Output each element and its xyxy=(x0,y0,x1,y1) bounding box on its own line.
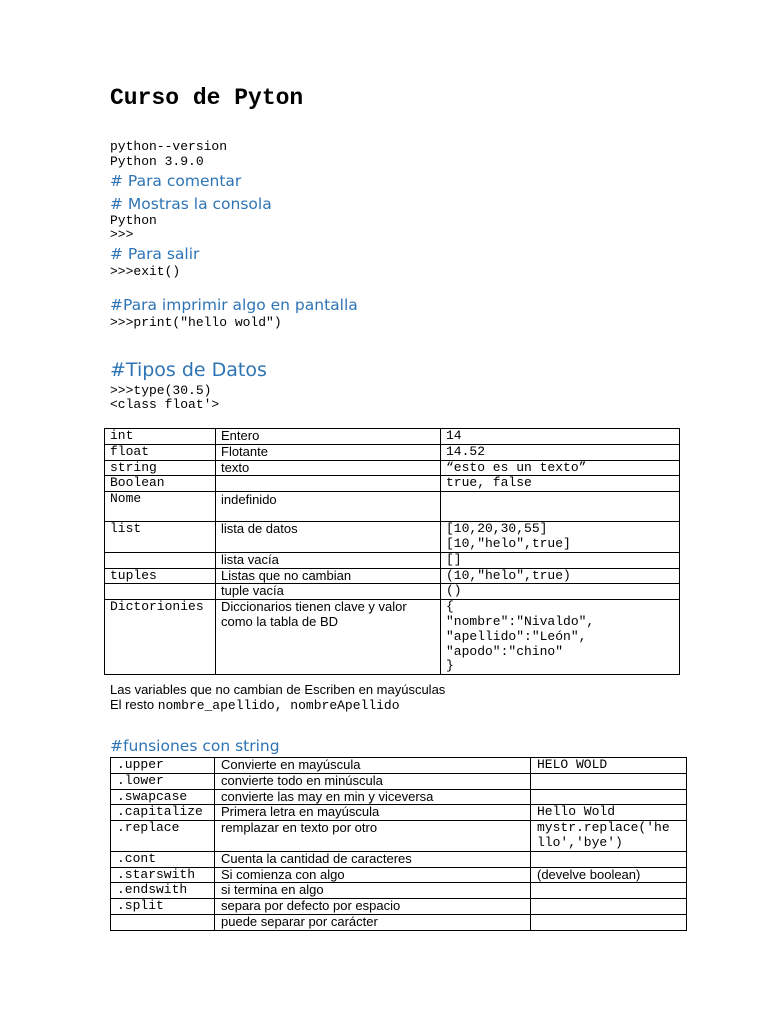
function-cell: .lower xyxy=(111,773,215,789)
description-cell: texto xyxy=(216,460,441,476)
example-cell: mystr.replace('he llo','bye') xyxy=(531,821,687,852)
example-cell: 14 xyxy=(441,429,680,445)
function-cell: .capitalize xyxy=(111,805,215,821)
description-cell: Si comienza con algo xyxy=(215,867,531,883)
description-cell: Cuenta la cantidad de caracteres xyxy=(215,851,531,867)
example-cell: (develve boolean) xyxy=(531,867,687,883)
type-cell xyxy=(105,552,216,568)
naming-note xyxy=(110,697,400,713)
example-cell xyxy=(531,883,687,899)
description-cell: lista vacía xyxy=(216,552,441,568)
type-cell: tuples xyxy=(105,568,216,584)
type-cell xyxy=(105,584,216,600)
description-cell: Primera letra en mayúscula xyxy=(215,805,531,821)
console-line-python: Python xyxy=(110,212,157,228)
console-line-prompt: >>> xyxy=(110,227,134,242)
example-cell xyxy=(531,851,687,867)
function-cell: .endswith xyxy=(111,883,215,899)
type-cell: Nome xyxy=(105,492,216,522)
description-cell: Listas que no cambian xyxy=(216,568,441,584)
description-cell xyxy=(216,476,441,492)
type-command: >>>type(30.5) xyxy=(110,382,212,398)
type-cell: string xyxy=(105,460,216,476)
description-cell: Flotante xyxy=(216,444,441,460)
description-cell: Diccionarios tienen clave y valor como la tabla de BD xyxy=(216,600,441,675)
function-cell: .cont xyxy=(111,851,215,867)
table-row xyxy=(105,460,680,476)
description-cell: si termina en algo xyxy=(215,883,531,899)
description-cell: indefinido xyxy=(216,492,441,522)
heading-exit: # Para salir xyxy=(110,245,200,263)
example-cell xyxy=(441,492,680,522)
string-functions-table xyxy=(110,757,687,931)
table-row xyxy=(111,789,687,805)
example-cell xyxy=(531,899,687,915)
heading-string-functions: #funsiones con string xyxy=(110,737,280,755)
example-cell: () xyxy=(441,584,680,600)
example-cell: [10,20,30,55] [10,"helo",true] xyxy=(441,522,680,553)
table-row xyxy=(105,584,680,600)
type-cell: int xyxy=(105,429,216,445)
function-cell: .replace xyxy=(111,821,215,852)
type-output: <class float'> xyxy=(110,397,220,412)
example-cell: Hello Wold xyxy=(531,805,687,821)
type-cell: list xyxy=(105,522,216,553)
table-row xyxy=(105,568,680,584)
table-row xyxy=(111,899,687,915)
table-row xyxy=(105,444,680,460)
version-output: Python 3.9.0 xyxy=(110,153,204,169)
example-cell: { "nombre":"Nivaldo", "apellido":"León", "apodo":"chino" } xyxy=(441,600,680,675)
description-cell: lista de datos xyxy=(216,522,441,553)
example-cell: true, false xyxy=(441,476,680,492)
naming-note-prefix: El resto xyxy=(110,697,158,712)
type-cell: float xyxy=(105,444,216,460)
table-row xyxy=(105,476,680,492)
table-row xyxy=(105,600,680,675)
example-cell: (10,"helo",true) xyxy=(441,568,680,584)
description-cell: convierte las may en min y viceversa xyxy=(215,789,531,805)
table-row xyxy=(105,552,680,568)
table-row xyxy=(111,773,687,789)
example-cell xyxy=(531,789,687,805)
naming-note-code: nombre_apellido, nombreApellido xyxy=(157,698,400,713)
example-cell: [] xyxy=(441,552,680,568)
heading-comment: # Para comentar xyxy=(110,172,242,190)
type-cell: Boolean xyxy=(105,476,216,492)
print-command: >>>print("hello wold") xyxy=(110,314,282,330)
description-cell: separa por defecto por espacio xyxy=(215,899,531,915)
exit-command: >>>exit() xyxy=(110,263,181,279)
table-row xyxy=(111,758,687,774)
description-cell: remplazar en texto por otro xyxy=(215,821,531,852)
example-cell xyxy=(531,773,687,789)
function-cell: .upper xyxy=(111,758,215,774)
table-row xyxy=(105,522,680,553)
heading-console: # Mostras la consola xyxy=(110,195,272,213)
example-cell: HELO WOLD xyxy=(531,758,687,774)
table-row xyxy=(111,867,687,883)
description-cell: puede separar por carácter xyxy=(215,914,531,930)
table-row xyxy=(111,805,687,821)
example-cell: 14.52 xyxy=(441,444,680,460)
type-cell: Dictorionies xyxy=(105,600,216,675)
function-cell: .starswith xyxy=(111,867,215,883)
heading-print: #Para imprimir algo en pantalla xyxy=(110,296,358,314)
table-row xyxy=(105,492,680,522)
table-row xyxy=(111,821,687,852)
table-row xyxy=(105,429,680,445)
data-types-table xyxy=(104,428,680,675)
description-cell: tuple vacía xyxy=(216,584,441,600)
function-cell: .split xyxy=(111,899,215,915)
table-row xyxy=(111,914,687,930)
version-command: python--version xyxy=(110,139,228,154)
function-cell xyxy=(111,914,215,930)
constants-note: Las variables que no cambian de Escriben en mayúsculas xyxy=(110,682,446,697)
example-cell: “esto es un texto” xyxy=(441,460,680,476)
example-cell xyxy=(531,914,687,930)
description-cell: Convierte en mayúscula xyxy=(215,758,531,774)
table-row xyxy=(111,851,687,867)
page-title: Curso de Pyton xyxy=(110,85,304,111)
table-row xyxy=(111,883,687,899)
function-cell: .swapcase xyxy=(111,789,215,805)
heading-data-types: #Tipos de Datos xyxy=(110,359,267,381)
description-cell: Entero xyxy=(216,429,441,445)
description-cell: convierte todo en minúscula xyxy=(215,773,531,789)
